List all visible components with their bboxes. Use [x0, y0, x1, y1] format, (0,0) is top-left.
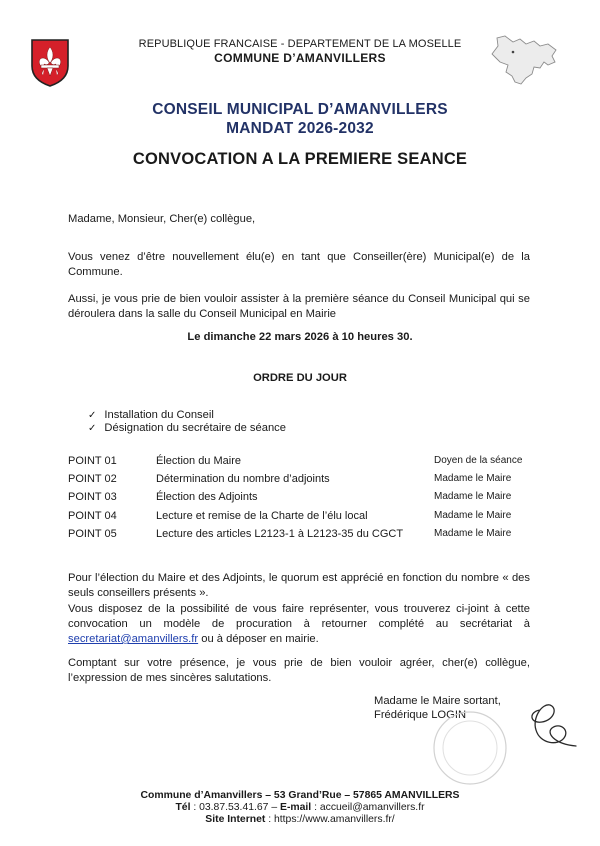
proxy-text-end: ou à déposer en mairie.	[198, 633, 319, 645]
footer-email-label: E-mail	[280, 802, 312, 813]
point-speaker: Madame le Maire	[434, 473, 512, 484]
secretariat-email-link[interactable]: secretariat@amanvillers.fr	[68, 633, 199, 645]
paragraph-invitation: Aussi, je vous prie de bien vouloir assister à la première séance du Conseil Municipal qui se déroulera dans la salle du Conseil Municipal en Mairie	[68, 293, 530, 320]
footer-email-value[interactable]: : accueil@amanvillers.fr	[311, 802, 425, 813]
point-number: POINT 01	[68, 455, 117, 467]
footer-web-value[interactable]: : https://www.amanvillers.fr/	[265, 814, 395, 825]
greeting: Madame, Monsieur, Cher(e) collègue,	[68, 213, 256, 225]
agenda-row	[68, 491, 548, 509]
agenda-row	[68, 473, 548, 491]
point-number: POINT 04	[68, 510, 117, 522]
agenda-heading: ORDRE DU JOUR	[253, 372, 347, 384]
point-subject: Lecture des articles L2123-1 à L2123-35 du CGCT	[156, 528, 404, 540]
council-title: CONSEIL MUNICIPAL D’AMANVILLERS	[152, 101, 448, 118]
handwritten-signature-icon	[510, 700, 580, 752]
salutation-paragraph: Comptant sur votre présence, je vous prie de bien vouloir agréer, cher(e) collègue, l’expression de mes sincères salutations.	[68, 657, 530, 684]
point-subject: Élection des Adjoints	[156, 491, 258, 503]
point-speaker: Madame le Maire	[434, 491, 512, 502]
footer-web-label: Site Internet	[205, 814, 266, 825]
commune-line: COMMUNE D’AMANVILLERS	[214, 51, 386, 65]
signatory-name: Frédérique LOGIN	[374, 709, 467, 721]
meeting-date: Le dimanche 22 mars 2026 à 10 heures 30.	[187, 331, 413, 343]
point-speaker: Doyen de la séance	[434, 455, 523, 466]
checklist-label: Désignation du secrétaire de séance	[104, 422, 286, 434]
agenda-row	[68, 510, 548, 528]
point-subject: Détermination du nombre d’adjoints	[156, 473, 330, 485]
agenda-row	[68, 528, 548, 546]
footer-website	[0, 814, 600, 825]
official-stamp-icon	[430, 708, 510, 788]
point-speaker: Madame le Maire	[434, 510, 512, 521]
footer-contact	[0, 802, 600, 813]
checkmark-icon: ✓	[88, 410, 97, 421]
point-number: POINT 02	[68, 473, 117, 485]
point-number: POINT 03	[68, 491, 117, 503]
point-speaker: Madame le Maire	[434, 528, 512, 539]
checklist-item	[88, 421, 286, 436]
republic-line: REPUBLIQUE FRANCAISE - DEPARTEMENT DE LA MOSELLE	[138, 38, 462, 50]
quorum-paragraph: Pour l’élection du Maire et des Adjoints, le quorum est apprécié en fonction du nombre « des seuls conseillers présents ».	[68, 572, 530, 599]
signatory-role: Madame le Maire sortant,	[374, 695, 501, 707]
paragraph-elected: Vous venez d’être nouvellement élu(e) en tant que Conseiller(ère) Municipal(e) de la Commune.	[68, 251, 530, 278]
page-title: CONVOCATION A LA PREMIERE SEANCE	[132, 150, 468, 168]
footer-address: Commune d’Amanvillers – 53 Grand’Rue – 57865 AMANVILLERS	[140, 790, 460, 801]
checklist-label: Installation du Conseil	[104, 409, 214, 421]
footer-tel-value: : 03.87.53.41.67 –	[190, 802, 281, 813]
point-number: POINT 05	[68, 528, 117, 540]
mandate-title: MANDAT 2026-2032	[226, 120, 374, 137]
checkmark-icon: ✓	[88, 423, 97, 434]
footer-tel-label: Tél	[175, 802, 191, 813]
proxy-paragraph	[68, 602, 530, 647]
proxy-text: Vous disposez de la possibilité de vous faire représenter, vous trouverez ci-joint à cette convocation un modèle de procuration à retourner complété au secrétariat à	[68, 603, 530, 630]
point-subject: Élection du Maire	[156, 455, 241, 467]
agenda-row	[68, 455, 548, 473]
point-subject: Lecture et remise de la Charte de l’élu local	[156, 510, 368, 522]
